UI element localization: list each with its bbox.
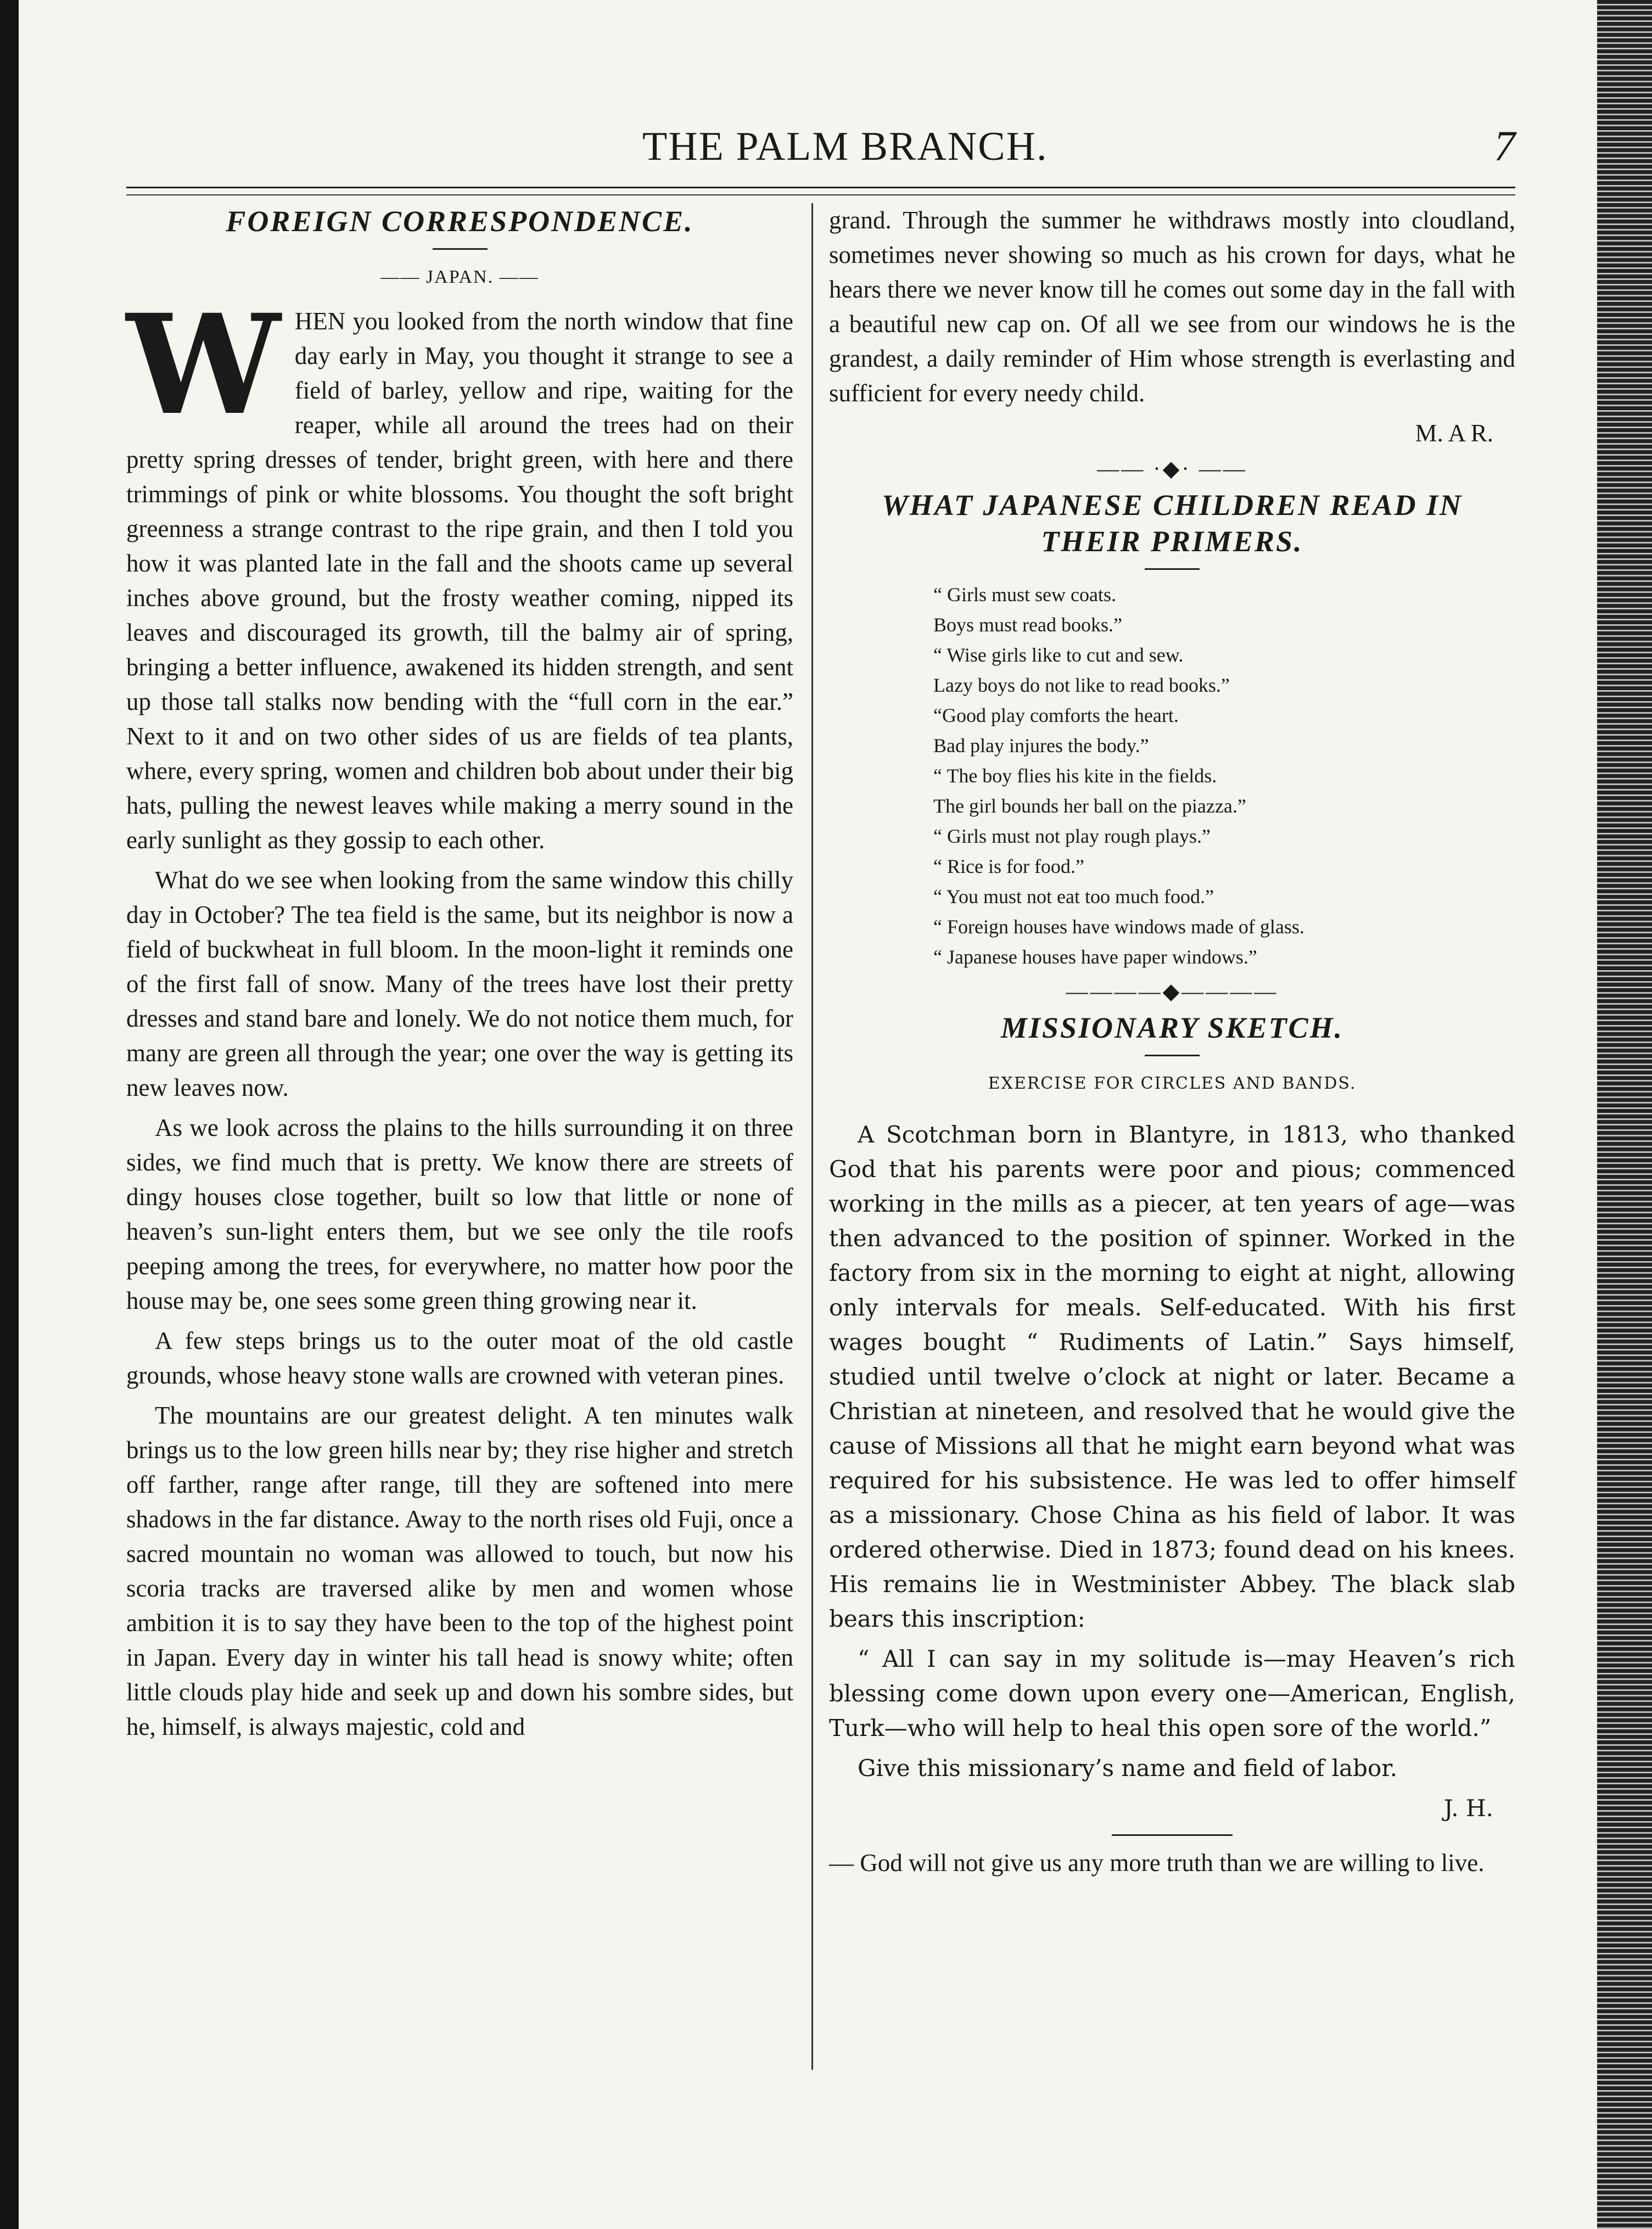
primer-line: Lazy boys do not like to read books.”	[933, 674, 1230, 696]
page-header	[126, 118, 1515, 178]
closing-rule	[1112, 1834, 1233, 1836]
article-paragraph-5: The mountains are our greatest delight. A ten minutes walk brings us to the low green hills near by; they rise higher and stretch off farther, range after range, till they are softened into mere shadows in the far distance. Away to the north rises old Fuji, once a sacred mountain no woman was allowed to touch, but now his scoria tracks are traversed alike by men and women whose ambition it is to say they have been to the top of the highest point in Japan. Every day in winter his tall head is snowy white; often little clouds play hide and seek up and down his sombre sides, but he, himself, is always majestic, cold and	[126, 1402, 793, 1740]
sketch-paragraph-2: “ All I can say in my solitude is—may Heaven’s rich blessing come down upon every one—American, English, Turk—who will help to heal this open sore of the world.”	[829, 1645, 1515, 1741]
missionary-sketch-heading: MISSIONARY SKETCH.	[1000, 1011, 1344, 1044]
article-paragraph-2: What do we see when looking from the same window this chilly day in October? The tea field is the same, but its neighbor is now a field of buckwheat in full bloom. In the moon-light it reminds one of the first fall of snow. Many of the trees have lost their pretty dresses and stand bare and lonely. We do not notice them much, for many are green all through the year; one over the way is getting its new leaves now.	[126, 866, 793, 1101]
paragraph-1-text: HEN you looked from the north window that fine day early in May, you thought it strange to see a field of barley, yellow and ripe, waiting for the reaper, while all around the trees had on their pretty spring dresses of tender, bright green, with here and there trimmings of pink or white blossoms. You thought the soft bright greenness a strange contrast to the ripe grain, and then I told you how it was planted late in the fall and the shoots came up several inches above ground, but the frosty weather coming, nipped its leaves and discouraged its growth, till the balmy air of spring, bringing a better influence, awakened its hidden strength, and sent up those tall stalks now bending with the “full corn in the ear.” Next to it and on two other sides of us are fields of tea plants, where, every spring, women and children bob about under their big hats, pulling the newest leaves while making a merry sound in the early sunlight as they gossip to each other.	[126, 307, 793, 854]
primer-line: “ Girls must not play rough plays.”	[933, 825, 1211, 847]
exercise-subheading: EXERCISE FOR CIRCLES AND BANDS.	[988, 1074, 1357, 1093]
page-scan-edge-right	[1597, 0, 1652, 2229]
heading-rule	[433, 248, 488, 250]
sketch-paragraph-1: A Scotchman born in Blantyre, in 1813, who thanked God that his parents were poor and pious; commenced working in the mills as a piecer, at ten years of age—was then advanced to the position of spinner. Worked in the factory from six in the morning to eight at night, allowing only intervals for meals. Self-educated. With his first wages bought “ Rudiments of Latin.” Says himself, studied until twelve o’clock at night or later. Became a Christian at nineteen, and resolved that he would give the cause of Missions all that he might earn beyond what was required for his subsistence. He was led to offer himself as a missionary. Chose China as his field of labor. It was ordered otherwise. Died in 1873; found dead on his knees. His remains lie in Westminister Abbey. The black slab bears this inscription:	[829, 1121, 1515, 1632]
primers-rule	[1145, 568, 1200, 570]
sketch-paragraph-3: Give this missionary’s name and field of labor.	[858, 1755, 1398, 1782]
sketch-rule	[1145, 1055, 1200, 1056]
primer-line: “ Foreign houses have windows made of glass.	[933, 916, 1304, 938]
primers-heading-line-2: THEIR PRIMERS.	[1041, 525, 1303, 558]
japan-subheading-text: JAPAN.	[425, 267, 494, 287]
journal-title: THE PALM BRANCH.	[642, 124, 1048, 169]
continuation-signature: M. A R.	[1415, 419, 1493, 447]
primer-line: Boys must read books.”	[933, 614, 1122, 636]
closing-quote: — God will not give us any more truth than we are willing to live.	[829, 1849, 1485, 1877]
article-paragraph-4: A few steps brings us to the outer moat of the old castle grounds, whose heavy stone walls are crowned with veteran pines.	[126, 1327, 793, 1389]
primer-line: “ Rice is for food.”	[933, 855, 1084, 877]
primer-line: “ The boy flies his kite in the fields.	[933, 765, 1217, 787]
foreign-correspondence-heading: FOREIGN CORRESPONDENCE.	[226, 205, 694, 238]
article-paragraph-3: As we look across the plains to the hills surrounding it on three sides, we find much that is pretty. We know there are streets of dingy houses close together, built so low that little or none of heaven’s sun-light enters them, but we see only the tile roofs peeping among the trees, for everywhere, no matter how poor the house may be, one sees some green thing growing near it.	[126, 1114, 793, 1314]
section-ornament: —— ·◆· ——	[1097, 456, 1247, 481]
column-divider	[811, 203, 813, 2070]
dropcap-letter: W	[126, 284, 281, 445]
missionary-sketch-body	[829, 1117, 1515, 1825]
primer-line: “ You must not eat too much food.”	[933, 886, 1214, 908]
header-rule-secondary	[126, 194, 1515, 195]
page-scan-edge-left	[0, 0, 19, 2229]
page-number: 7	[1494, 122, 1515, 170]
article-paragraph-1	[126, 284, 793, 858]
primer-list	[933, 580, 1515, 972]
sketch-signature: J. H.	[1443, 1795, 1493, 1822]
right-column	[829, 203, 1515, 1886]
japan-subheading: —— JAPAN. ——	[380, 267, 539, 287]
continuation-paragraph: grand. Through the summer he withdraws mostly into cloudland, sometimes never showing so much as his crown for days, what he hears there we never know till he comes out some day in the fall with a beautiful new cap on. Of all we see from our windows he is the grandest, a daily reminder of Him whose strength is everlasting and sufficient for every needy child.	[829, 206, 1515, 407]
primer-line: Bad play injures the body.”	[933, 735, 1149, 757]
section-ornament: ————◆————	[1066, 979, 1279, 1004]
primers-heading-line-1: WHAT JAPANESE CHILDREN READ IN	[881, 489, 1463, 522]
primer-line: “ Girls must sew coats.	[933, 584, 1116, 606]
primer-line: “ Japanese houses have paper windows.”	[933, 946, 1257, 968]
header-rule	[126, 187, 1515, 188]
primer-line: “ Wise girls like to cut and sew.	[933, 644, 1184, 666]
left-column	[126, 203, 793, 1750]
primer-line: “Good play comforts the heart.	[933, 704, 1179, 726]
primer-line: The girl bounds her ball on the piazza.”	[933, 795, 1246, 817]
